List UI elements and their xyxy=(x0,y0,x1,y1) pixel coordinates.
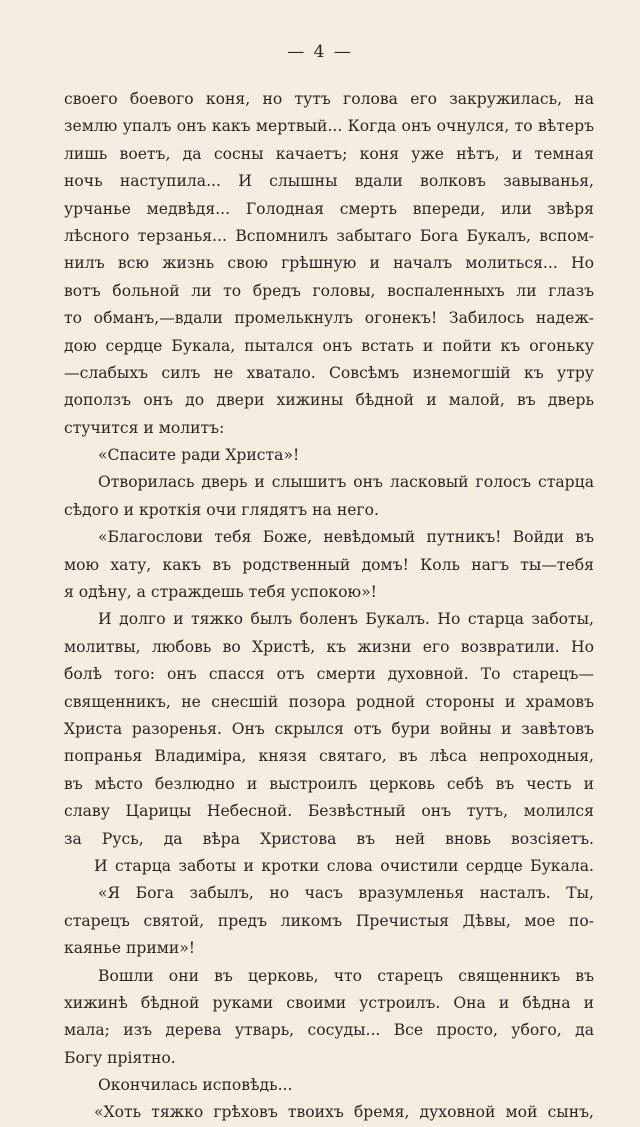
text-line: то обманъ,—вдали промелькнулъ огонекъ! Забилось надеж- xyxy=(64,309,594,328)
text-line: вотъ больной ли то бредъ головы, воспаленныхъ ли глазъ xyxy=(64,281,594,300)
text-line: лишь воетъ, да сосны качаетъ; коня уже нѣтъ, и темная xyxy=(64,144,594,163)
text-line: болѣ того: онъ спасся отъ смерти духовной. То старецъ— xyxy=(64,665,594,684)
text-line: «Благослови тебя Боже, невѣдомый путникъ! Войди въ xyxy=(98,528,594,547)
text-line: Окончилась исповѣдь... xyxy=(98,1076,293,1095)
text-line: мою хату, какъ въ родственный домъ! Коль нагъ ты—тебя xyxy=(64,555,594,574)
text-line: лѣсного терзанья... Вспомнилъ забытаго Бога Букалъ, вспом- xyxy=(64,226,594,245)
text-line: «Я Бога забылъ, но часъ вразумленья насталъ. Ты, xyxy=(98,884,594,903)
text-line: каянье прими»! xyxy=(64,939,196,958)
text-line: сѣдого и кроткія очи глядятъ на него. xyxy=(64,500,379,519)
text-line: «Хоть тяжко грѣховъ твоихъ бремя, духовной мой сынъ, xyxy=(94,1103,594,1122)
text-line: Отворилась дверь и слышитъ онъ ласковый голосъ старца xyxy=(98,473,594,492)
text-line: старецъ святой, предъ ликомъ Пречистыя Дѣвы, мое по- xyxy=(64,911,594,930)
text-line: И долго и тяжко былъ боленъ Букалъ. Но старца заботы, xyxy=(98,610,594,629)
text-line: своего боевого коня, но тутъ голова его закружилась, на xyxy=(64,90,594,108)
text-line: молитвы, любовь во Христѣ, къ жизни его возвратили. Но xyxy=(64,637,594,656)
text-line: землю упалъ онъ какъ мертвый... Когда онъ очнулся, то вѣтеръ xyxy=(64,117,594,136)
page-number: — 4 — xyxy=(287,42,353,62)
text-line: Богу пріятно. xyxy=(64,1048,176,1067)
text-line: попранья Владиміра, князя святаго, въ лѣса непроходныя, xyxy=(64,747,594,766)
text-line: И старца заботы и кротки слова очистили сердце Букала. xyxy=(94,856,594,875)
text-line: —слабыхъ силъ не хватало. Совсѣмъ изнемогшій къ утру xyxy=(64,363,594,382)
text-line: Христа разоренья. Онъ скрылся отъ бури войны и завѣтовъ xyxy=(64,719,594,738)
text-line: дою сердце Букала, пытался онъ встать и пойти къ огоньку xyxy=(64,336,594,355)
text-line: «Спасите ради Христа»! xyxy=(98,446,300,465)
text-line: хижинѣ бѣдной руками своими устроилъ. Она и бѣдна и xyxy=(64,993,594,1012)
text-line: священникъ, не снесшій позора родной стороны и храмовъ xyxy=(64,692,594,711)
text-line: я одѣну, а страждешь тебя успокою»! xyxy=(64,583,377,602)
text-line: Вошли они въ церковь, что старецъ священникъ въ xyxy=(98,966,594,985)
text-line: въ мѣсто безлюдно и выстроилъ церковь себѣ въ честь и xyxy=(64,774,594,793)
text-line: нилъ всю жизнь свою грѣшную и началъ молиться... Но xyxy=(64,254,594,273)
text-line: мала; изъ дерева утварь, сосуды... Все просто, убого, да xyxy=(64,1021,594,1040)
text-line: ночь наступила... И слышны вдали волковъ завыванья, xyxy=(64,172,594,191)
text-line: стучится и молитъ: xyxy=(64,418,225,437)
text-line: урчанье медвѣдя... Голодная смерть впереди, или звѣря xyxy=(64,199,594,218)
text-line: славу Царицы Небесной. Безвѣстный онъ тутъ, молился xyxy=(64,802,594,821)
text-line: за Русь, да вѣра Христова въ ней вновь возсіяетъ. xyxy=(64,829,594,848)
text-line: доползъ онъ до двери хижины бѣдной и малой, въ дверь xyxy=(64,391,594,410)
text-body xyxy=(64,86,594,1127)
